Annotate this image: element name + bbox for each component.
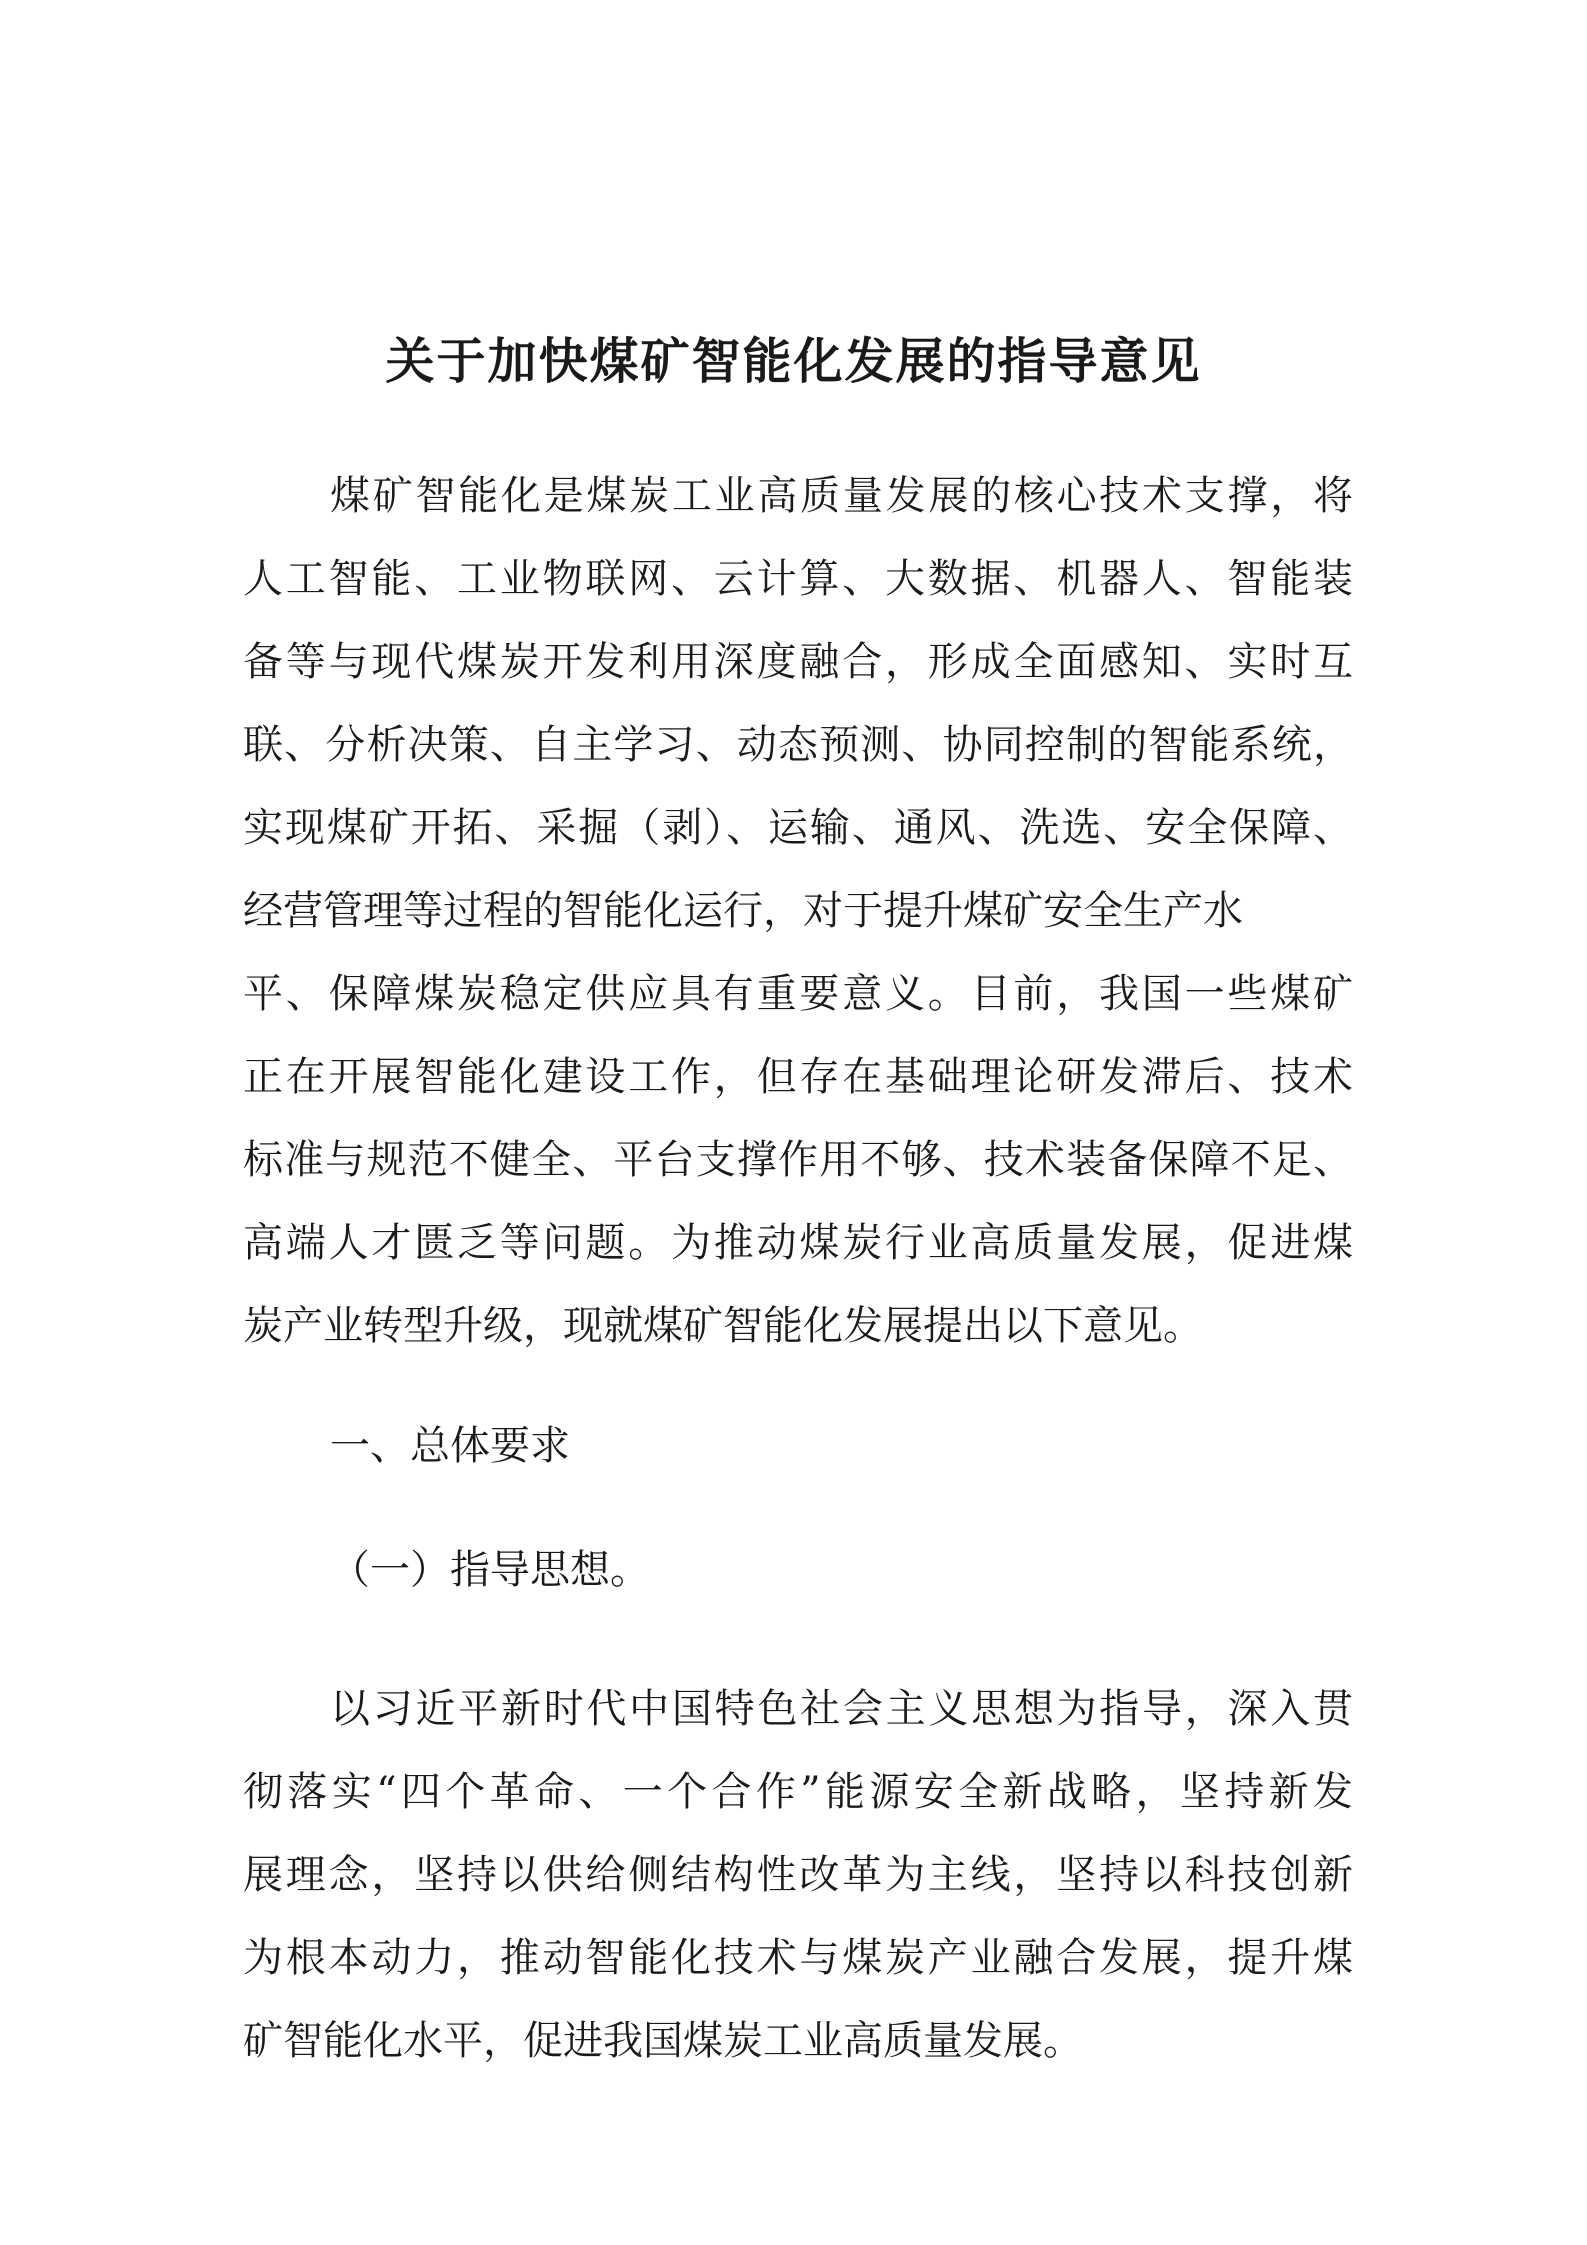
document-title: 关于加快煤矿智能化发展的指导意见 — [385, 332, 1202, 390]
section-heading: 一、总体要求 — [330, 1423, 570, 1469]
subsection-heading: （一）指导思想。 — [330, 1547, 650, 1593]
paragraph-line: 联、分析决策、自主学习、动态预测、协同控制的智能系统， — [243, 722, 1353, 768]
intro-paragraph — [243, 455, 1353, 1368]
paragraph-line: 矿智能化水平，促进我国煤炭工业高质量发展。 — [243, 2018, 1083, 2064]
paragraph-line: 经营管理等过程的智能化运行，对于提升煤矿安全生产水 — [243, 888, 1243, 934]
paragraph-line: 煤矿智能化是煤炭工业高质量发展的核心技术支撑，将 — [330, 473, 1353, 519]
paragraph-line: 正在开展智能化建设工作，但存在基础理论研发滞后、技术 — [243, 1054, 1353, 1100]
paragraph-line: 备等与现代煤炭开发利用深度融合，形成全面感知、实时互 — [243, 639, 1353, 685]
paragraph-line: 高端人才匮乏等问题。为推动煤炭行业高质量发展，促进煤 — [243, 1220, 1353, 1266]
paragraph-line: 彻落实“四个革命、一个合作”能源安全新战略，坚持新发 — [243, 1769, 1353, 1815]
paragraph-line: 为根本动力，推动智能化技术与煤炭产业融合发展，提升煤 — [243, 1935, 1353, 1981]
paragraph-line: 标准与规范不健全、平台支撑作用不够、技术装备保障不足、 — [243, 1137, 1353, 1183]
paragraph-line: 平、保障煤炭稳定供应具有重要意义。目前，我国一些煤矿 — [243, 971, 1353, 1017]
paragraph-line: 实现煤矿开拓、采掘（剥）、运输、通风、洗选、安全保障、 — [243, 805, 1353, 851]
paragraph-line: 展理念，坚持以供给侧结构性改革为主线，坚持以科技创新 — [243, 1852, 1353, 1898]
guiding-paragraph — [243, 1668, 1353, 2083]
paragraph-line: 以习近平新时代中国特色社会主义思想为指导，深入贯 — [330, 1686, 1353, 1732]
paragraph-line: 人工智能、工业物联网、云计算、大数据、机器人、智能装 — [243, 556, 1353, 602]
paragraph-line: 炭产业转型升级，现就煤矿智能化发展提出以下意见。 — [243, 1303, 1203, 1349]
